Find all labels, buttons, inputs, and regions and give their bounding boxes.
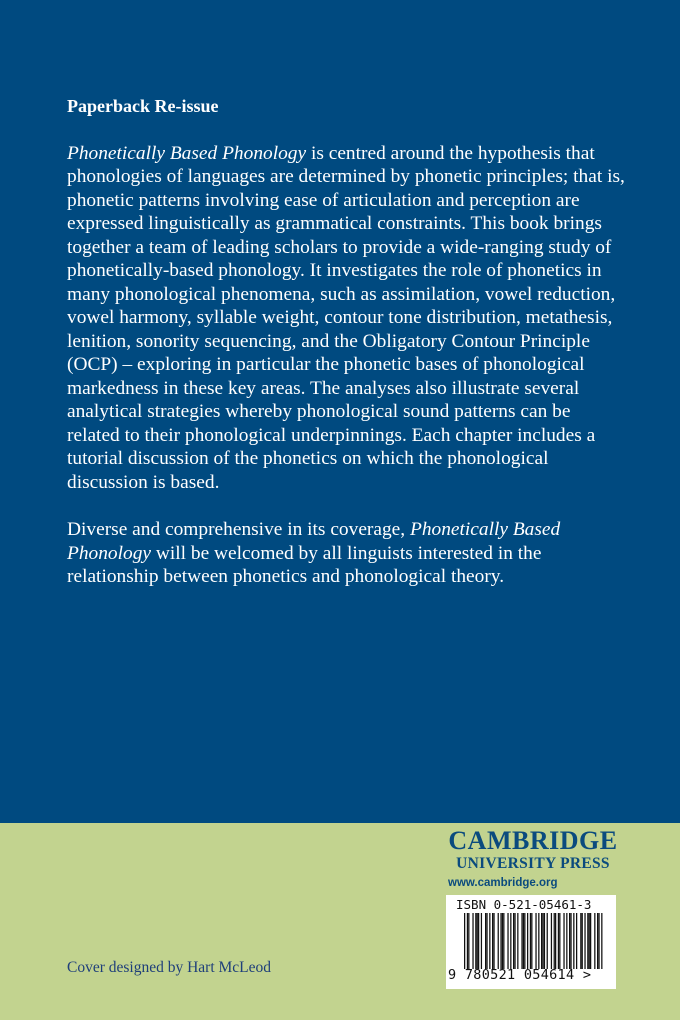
reissue-heading: Paperback Re-issue bbox=[67, 96, 219, 116]
blurb-text-2a: Diverse and comprehensive in its coverage, bbox=[67, 519, 410, 540]
isbn-label: ISBN 0-521-05461-3 bbox=[456, 897, 592, 912]
blurb-text-1: is centred around the hypothesis that phonologies of languages are determined by phonetic principles; that is, phonetic patterns involving ease of articulation and perception are expressed linguistically as grammatical constraints. This book brings together a team of leading scholars to provide a wide-ranging study of phonetically-based phonology. It investigates the role of phonetics in many phonological phenomena, such as assimilation, vowel reduction, vowel harmony, syllable weight, contour tone distribution, metathesis, lenition, sonority sequencing, and the Obligatory Contour Principle (OCP) – exploring in particular the phonetic bases of phonological markedness in these key areas. The analyses also illustrate several analytical strategies whereby phonological sound patterns can be related to their phonological underpinnings. Each chapter includes a tutorial discussion of the phonetics on which the phonological discussion is based. bbox=[67, 142, 625, 493]
blurb-paragraph-1 bbox=[67, 142, 627, 495]
publisher-name: CAMBRIDGE bbox=[448, 826, 618, 855]
book-title: Phonetically Based Phonology bbox=[67, 142, 307, 164]
blurb-text-2b: will be welcomed by all linguists interested in the relationship between phonetics and phonological theory. bbox=[67, 542, 542, 587]
publisher-subtitle: UNIVERSITY PRESS bbox=[456, 855, 610, 872]
cover-credit: Cover designed by Hart McLeod bbox=[67, 959, 272, 976]
publisher-logo bbox=[445, 827, 621, 891]
publisher-url: www.cambridge.org bbox=[448, 877, 558, 889]
blurb-paragraph-2 bbox=[67, 518, 627, 589]
blurb bbox=[67, 95, 627, 613]
barcode-bars bbox=[464, 913, 604, 969]
barcode bbox=[446, 895, 616, 989]
barcode-number: 9 780521 054614 > bbox=[448, 967, 592, 983]
book-title: Phonetically Based Phonology bbox=[67, 519, 561, 564]
